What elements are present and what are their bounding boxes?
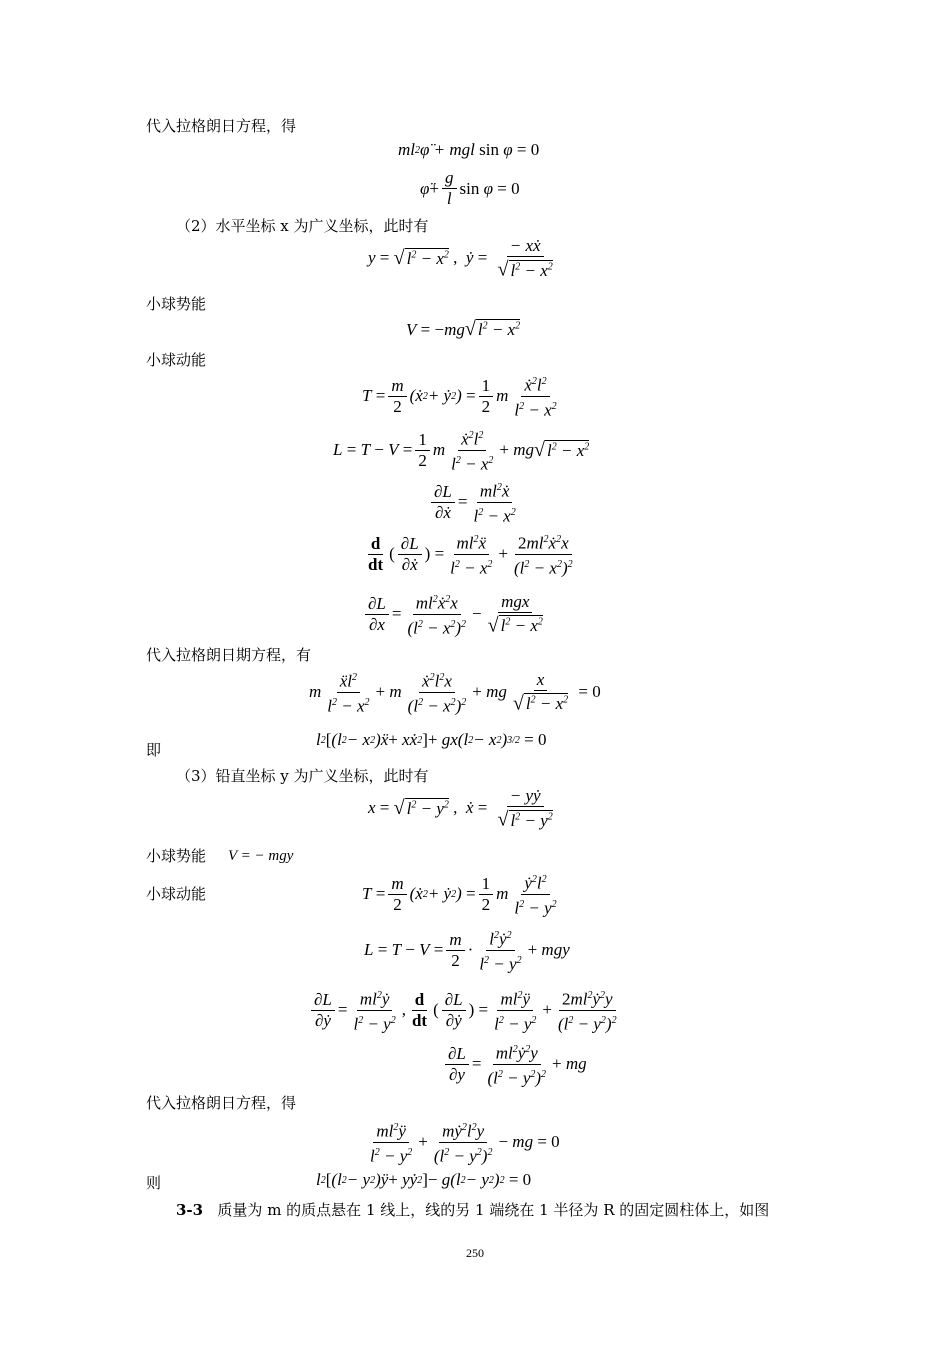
equation-18: l 2 [ (l 2 − y 2 )ÿ + yẏ 2 ] − g(l 2 − y 2 ) 2 = 0 xyxy=(316,1170,532,1189)
text-line-7: （3）铅直坐标 y 为广义坐标，此时有 xyxy=(176,767,429,785)
equation-8: $\frac{d}{dt}$ ( $\frac{\partial L}{\text{∂ẋ}}$ ) = $\frac{ml^2ẍ}{l^2 - x^2}$ + $\frac{2ml^2ẋ^2x}{(l^2 - x^2)^2}$ xyxy=(362,530,579,578)
text-line-3: 小球势能 xyxy=(146,295,207,313)
equation-10: m $\frac{ẍl^2}{l^2 - x^2}$ + m $\frac{ẋ^2l^2x}{(l^2 - x^2)^2}$ + mg $\frac{x}{√ l^2 - x^2}$ = 0 xyxy=(309,669,601,716)
equation-7: $\frac{\partial L}{\text{∂ẋ}}$ = $\frac{ml^2ẋ}{l^2 - x^2}$ xyxy=(428,478,522,526)
text-line-10: 代入拉格朗日方程，得 xyxy=(146,1094,297,1112)
equation-6: L = T − V = $\frac{1}{2}$ m $\frac{ẋ^2l^2}{l^2 - x^2}$ + mg √ $l^2 - x^2$ xyxy=(333,426,589,474)
text-line-6: 即 xyxy=(146,741,162,759)
equation-1: ml 2 φ̈ + mgl sin φ = 0 xyxy=(398,140,540,159)
equation-17: $\frac{ml^2ÿ}{l^2 - y^2}$ + $\frac{mẏ^2l^2y}{(l^2 - y^2)^2}$ − mg = 0 xyxy=(364,1118,560,1166)
equation-5: T = $\frac{m}{2}$ (ẋ 2 + ẏ 2 ) = $\frac{1}{2}$ m $\frac{ẋ^2l^2}{l^2 - x^2}$ xyxy=(362,372,563,420)
text-line-5: 代入拉格朗日期方程，有 xyxy=(146,646,312,664)
text-line-2: （2）水平坐标 x 为广义坐标，此时有 xyxy=(176,217,429,235)
equation-2: φ̈ + $\frac{g}{l}$ sin φ = 0 xyxy=(420,168,520,208)
text-line-11: 则 xyxy=(146,1174,162,1192)
equation-15: $\frac{\partial L}{\text{∂ẏ}}$ = $\frac{ml^2ẏ}{l^2 - y^2}$ , $\frac{d}{dt}$ ( $\frac{\partial L}{\text{∂ẏ}}$ ) = $\frac{ml^2ÿ}{l^2 - y^2}$ + $\frac{2ml^2ẏ^2y}{(l^2 - y^2)^2}$ xyxy=(308,986,623,1034)
potential-y-formula: V = − mgy xyxy=(228,848,294,864)
equation-16: $\frac{\partial L}{\partial y}$ = $\frac{ml^2ẏ^2y}{(l^2 - y^2)^2}$ + mg xyxy=(442,1040,587,1088)
text-line-9: 小球动能 xyxy=(146,885,207,903)
equation-11: l 2 [ (l 2 − x 2 )ẍ + xẋ 2 ] + gx(l 2 − x 2 ) 3/2 = 0 xyxy=(316,730,547,749)
text-line-4: 小球动能 xyxy=(146,351,207,369)
equation-9: $\frac{\partial L}{\partial x}$ = $\frac{ml^2ẋ^2x}{(l^2 - x^2)^2}$ − $\frac{\text{mgx}}{√ l^2 - x^2}$ xyxy=(362,590,549,638)
equation-3: y = √ $l^2 - x^2$ , ẏ = $\frac{\text{− xẋ}}{√ l^2 - x^2}$ xyxy=(368,236,553,281)
text-line-8: 小球势能 xyxy=(146,847,207,865)
equation-4: V = − mg √ $l^2 - x^2$ xyxy=(406,318,521,340)
equation-14: L = T − V = $\frac{m}{2}$ · $\frac{l^2ẏ^2}{l^2 - y^2}$ + mgy xyxy=(364,926,570,974)
page-number: 250 xyxy=(466,1246,484,1260)
equation-12: x = √ $l^2 - y^2$ , ẋ = $\frac{\text{− yẏ}}{√ l^2 - y^2}$ xyxy=(368,786,553,831)
equation-13: T = $\frac{m}{2}$ (ẋ 2 + ẏ 2 ) = $\frac{1}{2}$ m $\frac{ẏ^2l^2}{l^2 - y^2}$ xyxy=(362,870,563,918)
problem-text: 质量为 m 的质点悬在 1 线上，线的另 1 端绕在 1 半径为 R 的固定圆柱体上，如图 xyxy=(217,1201,770,1219)
problem-heading xyxy=(176,1200,769,1220)
text-line-1: 代入拉格朗日方程，得 xyxy=(146,117,297,135)
problem-number: 3-3 xyxy=(176,1201,204,1219)
